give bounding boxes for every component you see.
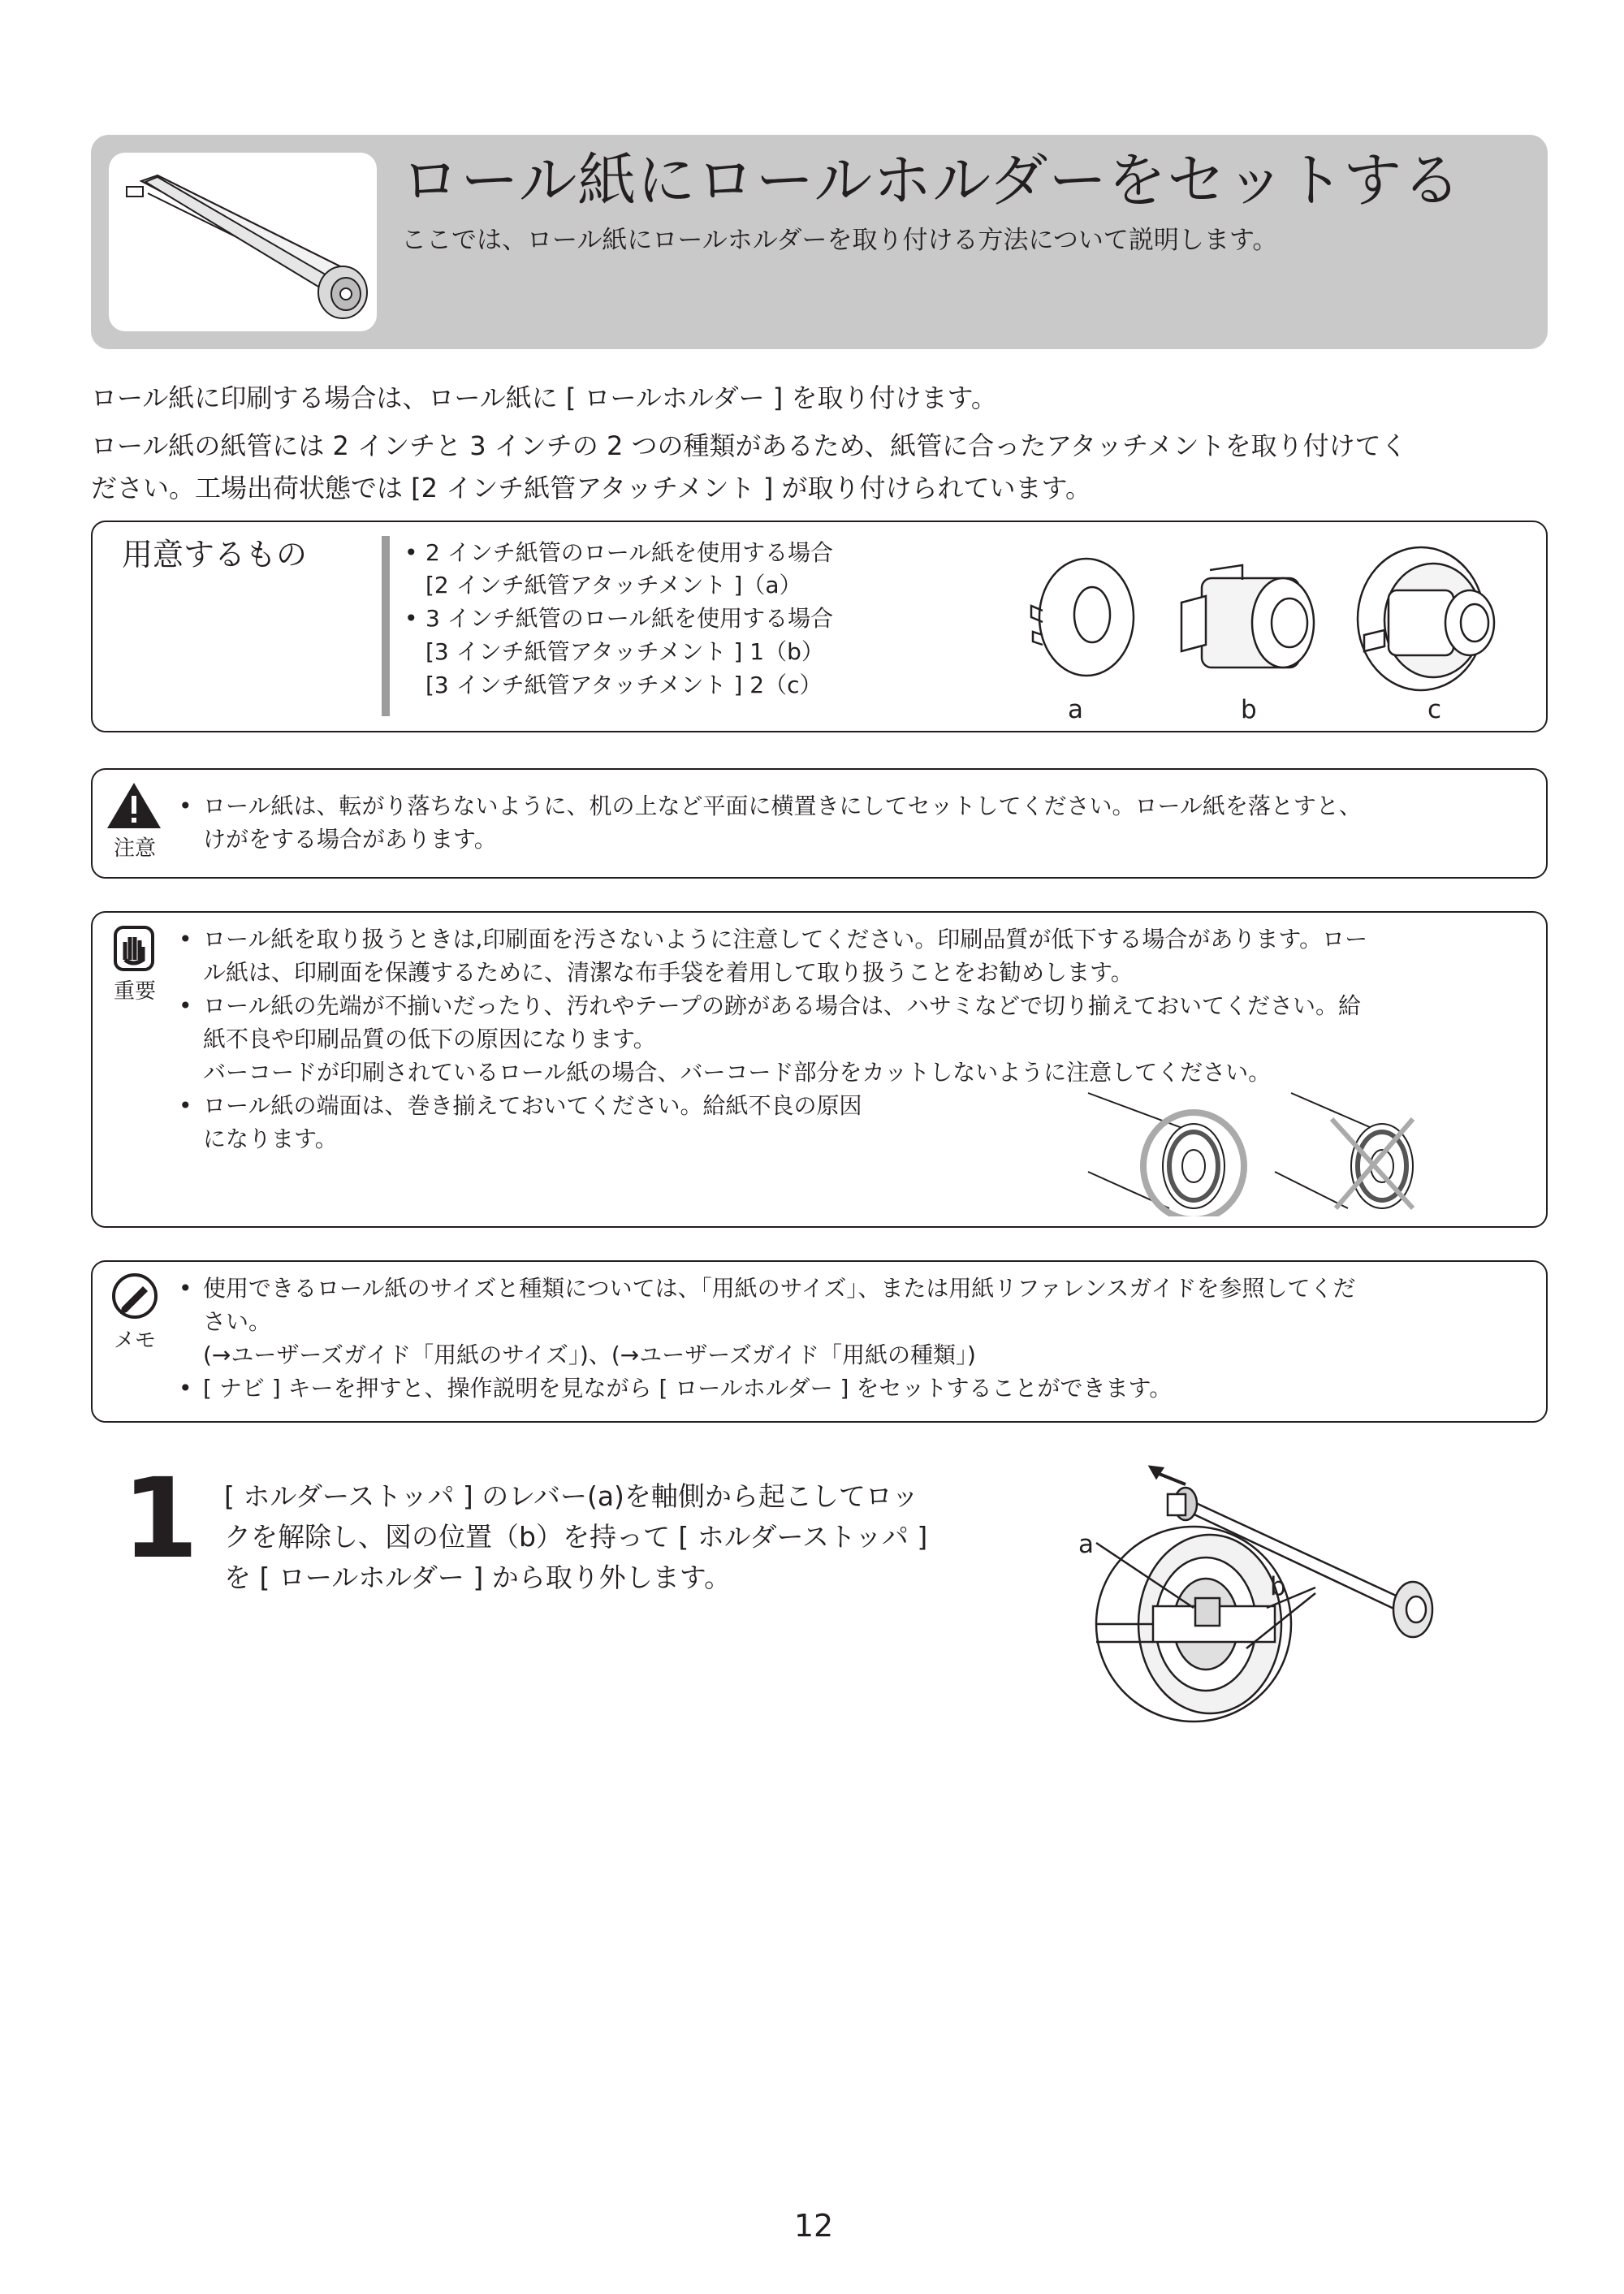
roll-edge-illustration (1080, 1087, 1437, 1216)
important-line: 紙不良や印刷品質の低下の原因になります。 (203, 1026, 656, 1052)
step-figure-label-b: b (1270, 1572, 1286, 1601)
figure-label-a: a (1068, 695, 1083, 724)
hand-stop-icon (112, 924, 156, 973)
important-line: ル紙は、印刷面を保護するために、清潔な布手袋を着用して取り扱うことをお勧めします。 (203, 959, 1134, 986)
intro-line-1: ロール紙に印刷する場合は、ロール紙に [ ロールホルダー ] を取り付けます。 (91, 382, 997, 413)
important-icon-label: 重要 (113, 979, 156, 1004)
prepare-line: [2 インチ紙管アタッチメント ]（a） (425, 572, 802, 598)
page-number: 12 (793, 2208, 834, 2244)
bullet: • (404, 539, 418, 566)
step-figure-label-a: a (1078, 1530, 1094, 1559)
important-line: になります。 (203, 1125, 338, 1152)
attachments-illustration (1007, 546, 1543, 700)
memo-line: さい。 (203, 1308, 272, 1335)
figure-label-b: b (1241, 695, 1257, 724)
caution-line: けがをする場合があります。 (203, 826, 497, 853)
bullet: • (404, 605, 418, 632)
prepare-line: • 2 インチ紙管のロール紙を使用する場合 (404, 536, 833, 569)
prepare-line: • 3 インチ紙管のロール紙を使用する場合 (404, 602, 833, 635)
page-subtitle: ここでは、ロール紙にロールホルダーを取り付ける方法について説明します。 (401, 226, 1278, 255)
roll-holder-thumbnail (109, 153, 377, 331)
important-line: • ロール紙の先端が不揃いだったり、汚れやテープの跡がある場合は、ハサミなどで切り揃えておいてください。給 (179, 992, 1362, 1019)
roll-holder-image (109, 153, 377, 331)
figure-label-c: c (1427, 695, 1442, 724)
step-line: を [ ロールホルダー ] から取り外します。 (224, 1562, 732, 1593)
holder-stopper-illustration (1072, 1454, 1453, 1730)
intro-line-3: ださい。工場出荷状態では [2 インチ紙管アタッチメント ] が取り付けられています。 (91, 473, 1091, 503)
memo-line: (→ユーザーズガイド「用紙のサイズ」)、(→ユーザーズガイド「用紙の種類」) (203, 1341, 976, 1368)
caution-icon-label: 注意 (113, 836, 156, 861)
important-line: • ロール紙を取り扱うときは,印刷面を汚さないように注意してください。印刷品質が低下する場合があります。ロー (179, 926, 1368, 953)
step-line: クを解除し、図の位置（b）を持って [ ホルダーストッパ ] (224, 1521, 928, 1553)
warning-icon (106, 781, 162, 832)
pencil-icon (110, 1272, 159, 1320)
prepare-line: [3 インチ紙管アタッチメント ] 2（c） (425, 672, 823, 698)
intro-line-2: ロール紙の紙管には 2 インチと 3 インチの 2 つの種類があるため、紙管に合ったアタッチメントを取り付けてく (91, 430, 1407, 461)
step-line: [ ホルダーストッパ ] のレバー(a)を軸側から起こしてロッ (224, 1480, 919, 1512)
prepare-line: [3 インチ紙管アタッチメント ] 1（b） (425, 638, 824, 665)
memo-line: • 使用できるロール紙のサイズと種類については、「用紙のサイズ」、または用紙リファレンスガイドを参照してくだ (179, 1275, 1356, 1302)
prepare-label: 用意するもの (122, 537, 308, 572)
prepare-divider (382, 536, 390, 716)
page-title: ロール紙にロールホルダーをセットする (401, 146, 1462, 214)
step-number: 1 (122, 1455, 199, 1583)
caution-line: • ロール紙は、転がり落ちないように、机の上など平面に横置きにしてセットしてください。ロール紙を落とすと、 (179, 793, 1362, 819)
memo-line: • [ ナビ ] キーを押すと、操作説明を見ながら [ ロールホルダー ] をセットすることができます。 (179, 1375, 1173, 1402)
important-line: • ロール紙の端面は、巻き揃えておいてください。給紙不良の原因 (179, 1092, 862, 1119)
important-line: バーコードが印刷されているロール紙の場合、バーコード部分をカットしないように注意してください。 (203, 1059, 1272, 1086)
memo-icon-label: メモ (113, 1328, 156, 1353)
